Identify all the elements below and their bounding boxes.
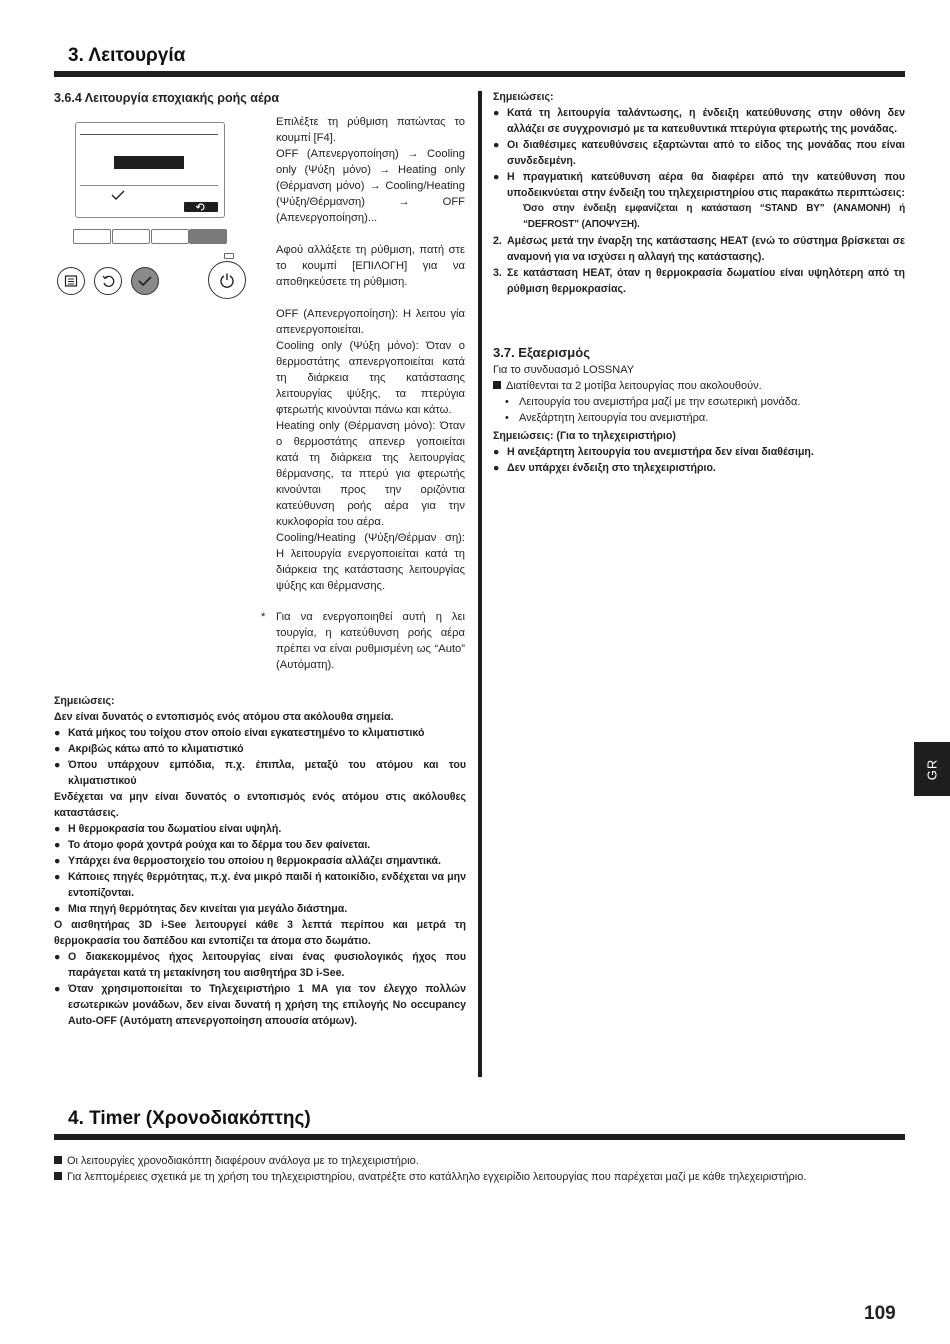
f2-button[interactable] xyxy=(112,229,150,244)
note-numbered-item xyxy=(493,265,905,297)
notes-list xyxy=(54,709,466,1029)
note-bullet-mark: ● xyxy=(54,871,61,883)
timer-item-text: Για λεπτομέρειες σχετικά με τη χρήση του τηλεχειριστηρίου, ανατρέξτε στο κατάλληλο εγχειρίδιο λειτουργίας που παρέχεται μαζί με κάθε τηλεχειριστήριο. xyxy=(67,1171,807,1183)
note-bullet-text: Υπάρχει ένα θερμοστοιχείο του οποίου η θερμοκρασία αλλάζει σημαντικά. xyxy=(68,855,441,867)
notes-title: Σημειώσεις: (Για το τηλεχειριστήριο) xyxy=(493,430,676,442)
note-bullet-item xyxy=(54,949,466,981)
note-bullet-mark: ● xyxy=(54,951,61,963)
remote-lcd-screen xyxy=(75,122,225,218)
ventilation-note-item xyxy=(493,460,905,476)
back-button[interactable] xyxy=(94,267,122,295)
note-bullet-item xyxy=(54,725,466,741)
note-paragraph: Ο αισθητήρας 3D i-See λειτουργεί κάθε 3 λεπτά περίπου και μετρά τη θερμοκρασία του δαπέδου και εντοπίζει τα άτομα στο δωμάτιο. xyxy=(54,919,466,947)
rotate-icon xyxy=(196,203,206,211)
note-bullet-mark: ● xyxy=(493,107,500,119)
language-tab-label: GR xyxy=(924,758,940,780)
lcd-f4-label xyxy=(184,202,218,212)
note-bullet-item xyxy=(54,821,466,837)
ventilation-note-text: Δεν υπάρχει ένδειξη στο τηλεχειριστήριο. xyxy=(507,462,716,474)
description-paragraph: Επιλέξτε τη ρύθμιση πατώντας το κουμπί [F4]. xyxy=(276,116,465,144)
note-bullet-mark: ● xyxy=(54,727,61,739)
description-paragraph: Cooling/Heating (Ψύξη/Θέρμαν ση): Η λειτουργία ενεργοποιείται κατά τη διάρκεια της κατάστασης λειτουργίας ψύξης και θέρμανσης. xyxy=(276,532,465,592)
check-icon xyxy=(111,190,125,200)
page-number: 109 xyxy=(864,1303,896,1324)
ventilation-mode-text: Ανεξάρτητη λειτουργία του ανεμιστήρα. xyxy=(519,412,709,424)
ventilation-modes-list xyxy=(493,394,905,426)
note-bullet-text: Κατά τη λειτουργία ταλάντωσης, η ένδειξη κατεύθυνσης στην οθόνη δεν αλλάζει σε συγχρονισμό με τα κατευθυντικά πτερύγια φτερωτής της μονάδας. xyxy=(507,107,905,135)
note-bullet-text: Κατά μήκος του τοίχου στον οποίο είναι εγκατεστημένο το κλιματιστικό xyxy=(68,727,425,739)
square-bullet-icon xyxy=(54,1156,62,1164)
asterisk-note: Για να ενεργοποιηθεί αυτή η λει τουργία, η κατεύθυνση ροής αέρα πρέπει να είναι ρυθμισμένη ως “Auto” (Αυτόματη). xyxy=(276,611,465,671)
note-bullet-text: Όταν χρησιμοποιείται το Τηλεχειριστήριο 1 MA για τον έλεγχο πολλών εσωτερικών μονάδων, δεν είναι δυνατή η χρήση της επιλογής No occupancy Auto-OFF (Αυτόματη απενεργοποίηση απουσία ατόμων). xyxy=(68,983,466,1027)
ventilation-mode-mark: • xyxy=(505,396,509,408)
note-bullet-item xyxy=(493,137,905,169)
note-numbered-mark: 2. xyxy=(493,235,502,247)
note-bullet-text: Το άτομο φορά χοντρά ρούχα και το δέρμα του δεν φαίνεται. xyxy=(68,839,371,851)
note-bullet-text: Όπου υπάρχουν εμπόδια, π.χ. έπιπλα, μεταξύ του ατόμου και του κλιματιστικού xyxy=(68,759,466,787)
note-bullet-mark: ● xyxy=(54,823,61,835)
section-4-heading: 4. Timer (Χρονοδιακόπτης) xyxy=(68,1108,311,1129)
note-bullet-mark: ● xyxy=(54,743,61,755)
note-numbered-text: Αμέσως μετά την έναρξη της κατάστασης HEAT (ενώ το σύστημα βρίσκεται σε αναμονή για να ισχύσει η αλλαγή της κατάστασης). xyxy=(507,235,905,263)
description-paragraph: Heating only (Θέρμανση μόνο): Όταν ο θερμοστάτης απενερ γοποιείται κατά τη διάρκεια της λειτουργίας θέρμανσης, τα πτερύ για φτερωτής κινούνται προς την οριζόντια κατεύθυνση ροής αέρα για την κυκλοφορία του αέρα. xyxy=(276,420,465,528)
note-bullet-item xyxy=(493,169,905,201)
notes-title: Σημειώσεις: xyxy=(54,695,115,707)
section-4-rule xyxy=(54,1134,905,1140)
f4-button[interactable] xyxy=(189,229,227,244)
left-notes xyxy=(54,693,466,1029)
note-bullet-mark: ● xyxy=(54,839,61,851)
note-bullet-text: Μια πηγή θερμότητας δεν κινείται για μεγάλο διάστημα. xyxy=(68,903,348,915)
ventilation-mode-item xyxy=(493,394,905,410)
notes-title: Σημειώσεις: xyxy=(493,91,554,103)
note-bullet-text: Ακριβώς κάτω από το κλιματιστικό xyxy=(68,743,244,755)
note-bullet-text: Κάποιες πηγές θερμότητας, π.χ. ένα μικρό παιδί ή κατοικίδιο, ενδέχεται να μην εντοπίζονται. xyxy=(68,871,466,899)
select-check-icon xyxy=(138,275,152,287)
ventilation-mode-item xyxy=(493,410,905,426)
ventilation-mode-text: Λειτουργία του ανεμιστήρα μαζί με την εσωτερική μονάδα. xyxy=(519,396,801,408)
note-numbered-item xyxy=(493,233,905,265)
section-3-heading: 3. Λειτουργία xyxy=(68,45,186,66)
ventilation-mode-mark: • xyxy=(505,412,509,424)
ventilation-square-text: Διατίθενται τα 2 μοτίβα λειτουργίας που ακολουθούν. xyxy=(506,380,762,392)
section-3-rule xyxy=(54,71,905,77)
ventilation-intro: Για το συνδυασμό LOSSNAY xyxy=(493,364,635,376)
ventilation-note-item xyxy=(493,444,905,460)
select-button[interactable] xyxy=(131,267,159,295)
lcd-highlight-bar xyxy=(114,156,184,169)
subsection-heading: 3.6.4 Λειτουργία εποχιακής ροής αέρα xyxy=(54,91,279,105)
ventilation-note-mark: ● xyxy=(493,462,500,474)
description-paragraph: OFF (Απενεργοποίηση) → Cooling only (Ψύξη μόνο) → Heating only (Θέρμανση μόνο) → Cooling/Heating (Ψύξη/Θέρμανση) → OFF (Απενεργοποίηση)... xyxy=(276,148,465,224)
ventilation-heading: 3.7. Εξαερισμός xyxy=(493,345,590,360)
column-divider xyxy=(478,91,482,1077)
power-icon xyxy=(219,272,235,288)
asterisk-mark: * xyxy=(261,611,266,623)
note-numbered-mark: 3. xyxy=(493,267,502,279)
description-paragraph: Αφού αλλάξετε τη ρύθμιση, πατή στε το κουμπί [ΕΠΙΛΟΓΗ] για να αποθηκεύσετε τη ρύθμιση. xyxy=(276,244,465,288)
note-numbered-text: Σε κατάσταση HEAT, όταν η θερμοκρασία δωματίου είναι υψηλότερη από τη ρύθμιση θερμοκρασίας. xyxy=(507,267,905,295)
note-paragraph: Δεν είναι δυνατός ο εντοπισμός ενός ατόμου στα ακόλουθα σημεία. xyxy=(54,711,394,723)
timer-items-list xyxy=(54,1153,914,1185)
note-paragraph: Ενδέχεται να μην είναι δυνατός ο εντοπισμός ενός ατόμου στις ακόλουθες καταστάσεις. xyxy=(54,791,466,819)
f1-button[interactable] xyxy=(73,229,111,244)
language-tab xyxy=(914,742,950,796)
note-bullet-mark: ● xyxy=(54,903,61,915)
f3-button[interactable] xyxy=(151,229,189,244)
note-bullet-item xyxy=(493,105,905,137)
ventilation-square-item xyxy=(493,378,905,394)
note-bullet-text: Οι διαθέσιμες κατευθύνσεις εξαρτώνται από το είδος της μονάδας που είναι συνδεδεμένη. xyxy=(507,139,905,167)
note-bullet-mark: ● xyxy=(493,139,500,151)
timer-item xyxy=(54,1169,914,1185)
right-notes xyxy=(493,89,905,297)
ventilation-note-text: Η ανεξάρτητη λειτουργία του ανεμιστήρα δεν είναι διαθέσιμη. xyxy=(507,446,814,458)
note-bullet-item xyxy=(54,981,466,1029)
description-paragraph: OFF (Απενεργοποίηση): Η λειτου γία απενεργοποιείται. xyxy=(276,308,465,336)
note-bullet-mark: ● xyxy=(493,171,500,183)
note-bullet-text: Η πραγματική κατεύθυνση αέρα θα διαφέρει από την κατεύθυνση που υποδεικνύεται στην ένδειξη του τηλεχειριστηρίου στις παρακάτω περιπτώσεις: xyxy=(507,171,905,199)
note-condition: Όσο στην ένδειξη εμφανίζεται η κατάσταση “STAND BY” (ΑΝΑΜΟΝΗ) ή “DEFROST” (ΑΠΟΨΥΞΗ). xyxy=(523,203,905,230)
note-bullet-item xyxy=(54,869,466,901)
note-bullet-item xyxy=(54,757,466,789)
power-button[interactable] xyxy=(208,261,246,299)
operation-description xyxy=(276,114,465,594)
note-bullet-item xyxy=(54,837,466,853)
menu-button[interactable] xyxy=(57,267,85,295)
description-paragraph: Cooling only (Ψύξη μόνο): Όταν ο θερμοστάτης απενεργοποιείται κατά τη διάρκεια της κατάστασης λειτουργίας ψύξης, τα πτερύγια φτερωτής κινούνται πάνω και κάτω. xyxy=(276,340,465,416)
square-bullet-icon xyxy=(54,1172,62,1180)
note-bullet-mark: ● xyxy=(54,983,61,995)
notes-list xyxy=(493,105,905,297)
note-bullet-item xyxy=(54,901,466,917)
power-indicator-lamp xyxy=(224,253,234,259)
timer-notes xyxy=(54,1153,914,1185)
ventilation-note-mark: ● xyxy=(493,446,500,458)
note-bullet-text: Ο διακεκομμένος ήχος λειτουργίας είναι ένας φυσιολογικός ήχος που παράγεται κατά τη μετακίνηση του αισθητήρα 3D i-See. xyxy=(68,951,466,979)
ventilation-section xyxy=(493,362,905,476)
lcd-bottom-line xyxy=(80,185,218,186)
lcd-top-line xyxy=(80,134,218,135)
note-bullet-item xyxy=(54,741,466,757)
note-bullet-item xyxy=(54,853,466,869)
back-icon xyxy=(101,274,115,288)
note-bullet-mark: ● xyxy=(54,759,61,771)
note-bullet-mark: ● xyxy=(54,855,61,867)
timer-item-text: Οι λειτουργίες χρονοδιακόπτη διαφέρουν ανάλογα με το τηλεχειριστήριο. xyxy=(67,1155,419,1167)
menu-icon xyxy=(64,274,78,288)
ventilation-notes xyxy=(493,428,905,476)
notes-list xyxy=(493,444,905,476)
note-bullet-text: Η θερμοκρασία του δωματίου είναι υψηλή. xyxy=(68,823,282,835)
timer-item xyxy=(54,1153,914,1169)
square-bullet-icon xyxy=(493,381,501,389)
